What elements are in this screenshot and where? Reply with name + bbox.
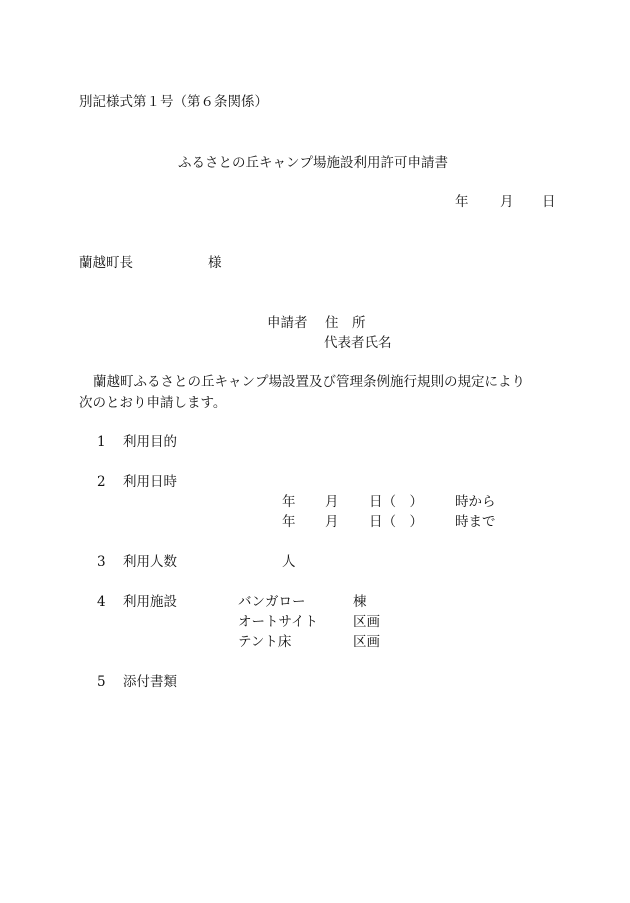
from-time: 時から [455, 494, 496, 510]
addressee-name: 蘭越町長 [79, 255, 133, 271]
body-line-1: 蘭越町ふるさとの丘キャンプ場設置及び管理条例施行規則の規定により [93, 374, 525, 390]
date-day: 日 [542, 194, 556, 210]
date-month: 月 [500, 194, 514, 210]
form-label: 別記様式第１号（第６条関係） [79, 94, 268, 110]
from-day: 日（ ） [369, 494, 423, 510]
people-unit: 人 [282, 554, 296, 570]
from-year: 年 [282, 494, 296, 510]
item-label: 利用施設 [123, 594, 177, 610]
form-title: ふるさとの丘キャンプ場施設利用許可申請書 [178, 155, 448, 171]
to-day: 日（ ） [369, 514, 423, 530]
item-number: 2 [97, 474, 106, 490]
item-number: 1 [97, 434, 106, 450]
representative-label: 代表者氏名 [324, 335, 392, 351]
to-year: 年 [282, 514, 296, 530]
to-time: 時まで [455, 514, 496, 530]
item-label: 利用目的 [123, 434, 177, 450]
applicant-label: 申請者 [267, 315, 308, 331]
item-label: 利用日時 [123, 474, 177, 490]
addressee-honorific: 様 [208, 255, 222, 271]
item-label: 利用人数 [123, 554, 177, 570]
facility-name: バンガロー [238, 594, 306, 610]
facility-name: オートサイト [238, 614, 319, 630]
date-year: 年 [455, 194, 469, 210]
address-label: 住 所 [325, 315, 366, 331]
facility-unit: 棟 [353, 594, 367, 610]
facility-unit: 区画 [353, 634, 380, 650]
item-label: 添付書類 [123, 674, 177, 690]
item-number: 3 [97, 554, 106, 570]
facility-unit: 区画 [353, 614, 380, 630]
facility-name: テント床 [238, 634, 292, 650]
item-number: 4 [97, 594, 106, 610]
from-month: 月 [325, 494, 339, 510]
item-number: 5 [97, 674, 106, 690]
body-line-2: 次のとおり申請します。 [79, 395, 227, 411]
to-month: 月 [325, 514, 339, 530]
